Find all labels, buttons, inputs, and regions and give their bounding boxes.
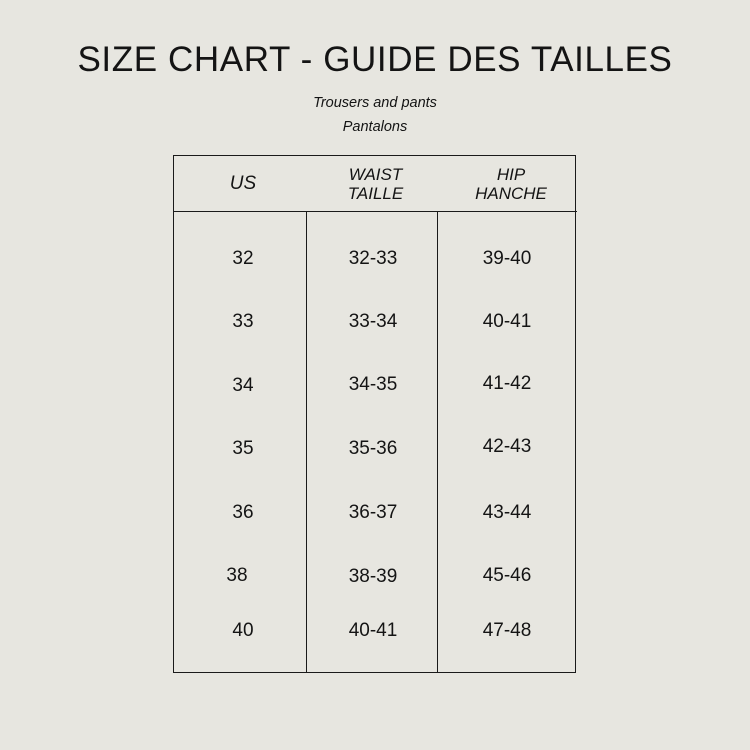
cell-us: 38 <box>226 565 248 586</box>
cell-us: 34 <box>232 375 254 396</box>
cell-waist: 32-33 <box>348 248 398 269</box>
cell-hip: 42-43 <box>482 436 532 457</box>
header-waist-en: WAIST <box>348 164 403 184</box>
cell-hip: 45-46 <box>482 565 532 586</box>
header-hip <box>437 156 577 211</box>
subtitle-french: Pantalons <box>342 119 408 135</box>
page-title: SIZE CHART - GUIDE DES TAILLES <box>77 40 673 79</box>
header-us-label: US <box>229 173 257 194</box>
cell-hip: 47-48 <box>482 620 532 641</box>
cell-us: 33 <box>232 311 254 332</box>
header-hip-en: HIP <box>496 164 526 184</box>
cell-us: 36 <box>232 502 254 523</box>
header-us <box>174 156 312 211</box>
cell-hip: 43-44 <box>482 502 532 523</box>
subtitle-english: Trousers and pants <box>313 95 437 111</box>
cell-us: 35 <box>232 438 254 459</box>
header-waist-fr: TAILLE <box>347 183 404 203</box>
cell-hip: 39-40 <box>482 248 532 269</box>
cell-hip: 41-42 <box>482 373 532 394</box>
cell-waist: 35-36 <box>348 438 398 459</box>
size-chart-table <box>173 155 576 673</box>
cell-waist: 40-41 <box>348 620 398 641</box>
cell-waist: 38-39 <box>348 566 398 587</box>
cell-hip: 40-41 <box>482 311 532 332</box>
cell-waist: 34-35 <box>348 374 398 395</box>
header-hip-fr: HANCHE <box>475 183 547 203</box>
cell-waist: 33-34 <box>348 311 398 332</box>
cell-us: 32 <box>232 248 254 269</box>
header-waist <box>306 156 437 211</box>
header-divider <box>173 211 577 212</box>
cell-waist: 36-37 <box>348 502 398 523</box>
cell-us: 40 <box>232 620 254 641</box>
